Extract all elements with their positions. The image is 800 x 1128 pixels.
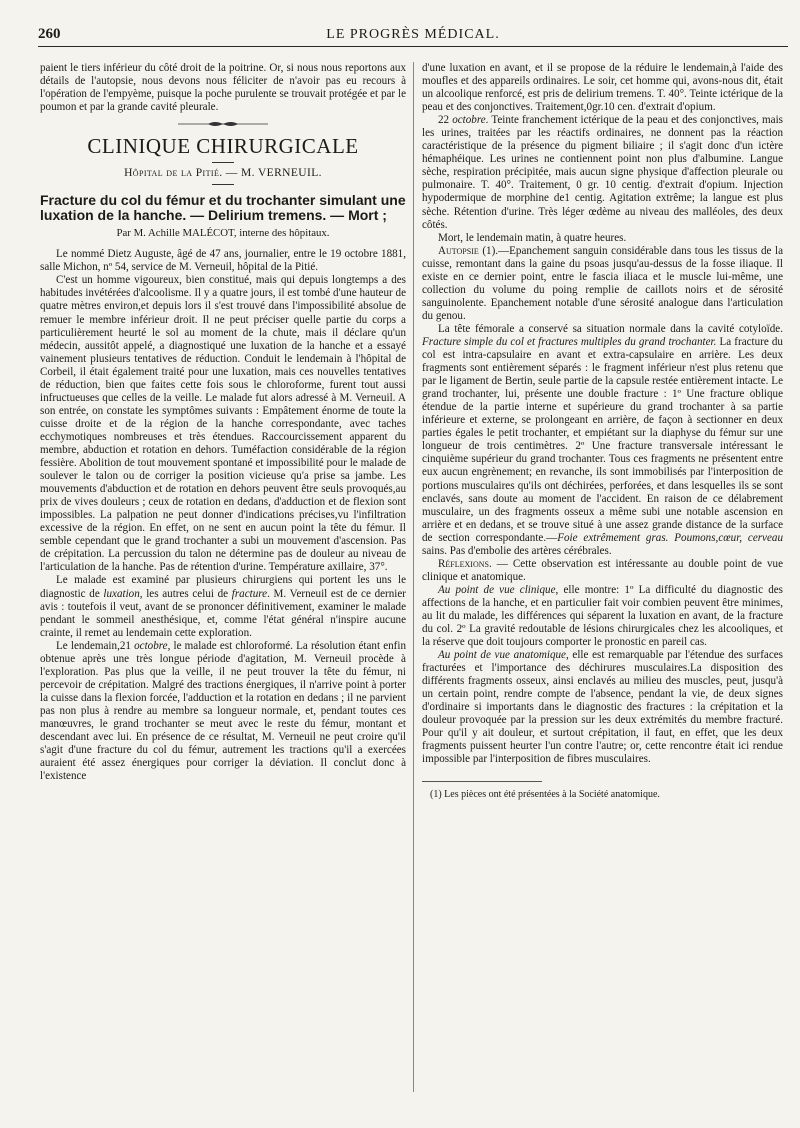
hospital-line: Hôpital de la Pitié. — M. VERNEUIL. xyxy=(124,167,322,180)
author-line: Par M. Achille MALÉCOT, interne des hôpitaux. xyxy=(116,227,330,240)
body-paragraph: Le nommé Dietz Auguste, âgé de 47 ans, journalier, entre le 19 octobre 1881, salle Michon, nº 54, service de M. Verneuil, hôpital de la Pitié. xyxy=(40,248,406,274)
body-paragraph: Le lendemain,21 octobre, le malade est chloroformé. La résolution étant enfin obtenue après une très longue période d'agitation, M. Verneuil procède à l'exploration. Pas plus que la veille, il ne peut trouver la tête du fémur, ni percevoir de crépitation. Malgré des tractions énergiques, il n'arrive point à porter la cuisse dans la flexion forcée, l'adduction et la rotation en dedans ; il ne parvient pas non plus à rendre au membre sa longueur normale, et, pendant toutes ces manœuvres, le grand trochanter se meut avec le reste du fémur, montant et descendant avec lui. En présence de ce résultat, M. Verneuil ne peut croire qu'il s'agit d'une fracture du col du fémur, autrement les tractions qu'il a exercées auraient été assez énergiques pour corriger la déviation. Il conclut donc à l'existence xyxy=(40,639,406,783)
footnote-rule xyxy=(422,781,542,782)
body-paragraph: Au point de vue anatomique, elle est remarquable par l'étendue des surfaces fracturées et l'importance des déchirures musculaires.La disposition des différents fragments osseux, ainsi enclavés au milieu des muscles, peut, jusqu'à un certain point, rendre compte de l'absence, pendant la vie, de deux signes d'ordinaire si importants dans le diagnostic des fractures : la crépitation et la douleur provoquée par la pression sur les deux extrémités du membre fracturé. Pour qu'il y ait douleur, et surtout crépitation, il faut, en effet, que les deux fragments puissent heurter l'un contre l'autre; or, cette rencontre était ici rendue impossible par l'interposition de fibres musculaires. xyxy=(422,649,783,766)
section-title: CLINIQUE CHIRURGICALE xyxy=(87,134,359,159)
body-paragraph: Le malade est examiné par plusieurs chirurgiens qui portent les uns le diagnostic de luxation, les autres celui de fracture. M. Verneuil est de ce dernier avis : toutefois il veut, avant de se prononcer définitivement, examiner le malade pendant le sommeil anesthésique, et, comme l'état général n'inspire aucune crainte, il remet au lendemain cette exploration. xyxy=(40,574,406,639)
body-paragraph: La tête fémorale a conservé sa situation normale dans la cavité cotyloïde. Fracture simple du col et fractures multiples du grand trochanter. La fracture du col est intra-capsulaire en avant et extra-capsulaire en arrière. Les deux fragments sont entièrement séparés : le fragment inférieur n'est plus retenu que par le ligament de Bertin, seule partie de la capsule restée entièrement intacte. Le grand trochanter, lui, présente une double fracture : 1º Une fracture oblique étendue de la partie interne et supérieure du grand trochanter à sa partie inférieure et externe, se prolongeant en arrière, de façon à sectionner en deux parties égales le petit trochanter, et empiétant sur la diaphyse du fémur sur une longueur de trois centimètres. 2º Une fracture transversale intéressant le cinquième supérieur du grand trochanter. Tous ces fragments ne présentent entre eux aucun engrènement; en revanche, ils sont immobilisés par l'interposition de portions musculaires qu'ils ont déchirées, perforées, et dans lesquelles ils se sont enclavés, sans doute au moment de l'accident. En raison de ce délabrement musculaire, un des fragments osseux a même subi une notable ascension en arrière et en dedans, et se trouve situé à une assez grande distance de la surface de section correspondante.—Foie extrêmement gras. Poumons,cœur, cerveau sains. Pas d'embolie des artères cérébrales. xyxy=(422,322,783,557)
body-paragraph: Mort, le lendemain matin, à quatre heures. xyxy=(438,231,627,244)
short-rule xyxy=(212,162,234,163)
reflections-paragraph: Réflexions. — Cette observation est intéressante au double point de vue clinique et anatomique. xyxy=(422,557,783,583)
right-column xyxy=(422,62,783,801)
autopsy-paragraph: Autopsie (1).—Epanchement sanguin considérable dans tous les tissus de la cuisse, remontant dans la gaine du psoas jusqu'au-dessus de la fosse iliaque. Il existe en ce dernier point, entre le fascia iliaca et le muscle lui-même, une collection du volume du poing remplie de caillots noirs et de sérosité sanguinolente. Epanchement notable d'une sérosité analogue dans l'articulation du genou. xyxy=(422,244,783,322)
short-rule xyxy=(212,184,234,185)
body-paragraph: Au point de vue clinique, elle montre: 1º La difficulté du diagnostic des affections de la hanche, et en particulier fait voir combien peuvent être minimes, au lit du malade, les différences qui séparent la luxation en avant, de la fracture du col. 2º La gravité redoutable de lésions chirurgicales chez les alcooliques, et la réserve que doit toujours comporter le pronostic en pareil cas. xyxy=(422,583,783,649)
left-column xyxy=(40,62,406,783)
page-header xyxy=(38,24,788,47)
intro-paragraph: paient le tiers inférieur du côté droit de la poitrine. Or, si nous nous reportons aux détails de l'autopsie, nous devons nous féliciter de n'avoir pas eu recours à l'opération de l'empyème, puisque la poche purulente se trouvait protégée et par le poumon et par la grande cavité pleurale. xyxy=(40,62,406,114)
article-title: Fracture du col du fémur et du trochanter simulant une luxation de la hanche. — Delirium tremens. — Mort ; xyxy=(40,192,406,224)
body-paragraph: C'est un homme vigoureux, bien constitué, mais qui depuis longtemps a des habitudes invétérées d'alcoolisme. Il y a quatre jours, il est tombé d'une hauteur de quatre mètres environ,et depuis lors il s'est trouvé dans l'impossibilité absolue de remuer le membre inférieur droit. Il ne peut préciser quelle partie du corps a particulièrement heurté le sol au moment de la chute, mais il déclare qu'un médecin, aussitôt appelé, a diagnostiqué une luxation de la hanche et a essayé vainement plusieurs tentatives de réduction. Conduit le lendemain à l'hôpital de Corbeil, il était également traité pour une luxation, mais ces nouvelles tentatives de réduction, bien que faites cette fois sous le chloroforme, furent tout aussi infructueuses que celles de la veille. Le malade fut alors adressé à M. Verneuil. A son entrée, on constate les symptômes suivants : Empâtement énorme de toute la cuisse droite et de la région de la hanche correspondante, avec taches ecchymotiques nombreuses et très étendues. Raccourcissement apparent du membre, abduction et rotation en dehors. Tuméfaction considérable de la région fessière. Abolition de tout mouvement spontané et impossibilité pour le malade de soulever le talon ou de corriger la position vicieuse qu'a prise sa jambe. Les mouvements d'abduction et de rotation en dehors peuvent être seuls provoqués,au prix de vives douleurs ; ceux de rotation en dedans, d'adduction et de flexion sont impossibles. La palpation ne peut donner d'indications précises,vu l'infiltration excessive de la région. En effet, on ne sent en aucun point la tête du fémur. Il semble cependant que le grand trochanter a subi un mouvement d'ascension. Pas de crépitation. La percussion du talon ne détermine pas de douleur au niveau de l'articulation de la hanche. Pas de rétention d'urine. Température axillaire, 37°. xyxy=(40,274,406,574)
journal-title: LE PROGRÈS MÉDICAL. xyxy=(326,27,500,42)
page-number: 260 xyxy=(38,26,61,42)
body-paragraph: d'une luxation en avant, et il se propose de la réduire le lendemain,à l'aide des moufles et des appareils ordinaires. Le soir, cet homme qui, avons-nous dit, était un alcoolique renforcé, est pris de delirium tremens. T. 40°. Teinte ictérique de la peau et des conjonctives. Traitement,0gr.10 cen. d'extrait d'opium. xyxy=(422,62,783,114)
footnote: (1) Les pièces ont été présentées à la Société anatomique. xyxy=(430,788,660,800)
body-paragraph: 22 octobre. Teinte franchement ictérique de la peau et des conjonctives, mais les urines, traitées par les réactifs ordinaires, ne donnent pas la réaction caractéristique de la présence du pigment biliaire ; il s'agit donc d'un ictère hémaphéique. Les urines ne contiennent point non plus d'albumine. Langue sèche, respiration précipitée, mais aucun signe physique d'affection pleurale ou pulmonaire. T. 40°. Traitement, 0 gr. 10 centig. d'extrait d'opium. Injection hypodermique de morphine de1 centig. Agitation extrême; la langue est plus sèche. Rétention d'urine. Très léger œdème au niveau des malléoles, des deux côtés. xyxy=(422,114,783,231)
ornament-divider xyxy=(178,120,268,128)
column-divider xyxy=(413,62,414,1092)
